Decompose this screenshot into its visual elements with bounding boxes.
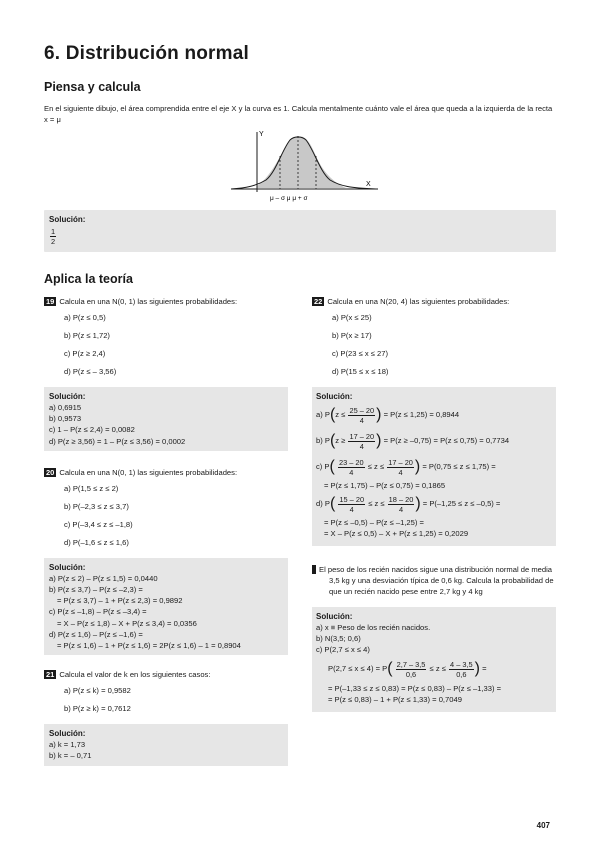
solution-box-22: Solución: a) P(z ≤ $\frac{25 - 20}{4}$ ) = P(z ≤ 1,25) = 0,8944 b) P(z ≥ $\frac{17 - 20}{4}$ ) = P(z ≥ –0,75) = P(z ≤ 0,75) = 0,7734 c) P( $\frac{23 - 20}{4}$ ≤ z ≤ $\frac{17 - 20}{4}$ ) = P(0,75 ≤ z ≤ 1,75) = = P(z ≤ 1,75) – P(z ≤ 0,75) = 0,1865 d) P( $\frac{15 - 20}{4}$ ≤ z ≤ $\frac{18 - 20}{4}$ ) = P(–1,25 ≤ z ≤ –0,5) = = P(z ≤ –0,5) – P(z ≤ –1,25) = = X – P(z ≤ 0,5) – X + P(z ≤ 1,25) = 0,2029 (312, 387, 556, 546)
tick-labels: μ – σ μ μ + σ (270, 195, 308, 202)
fraction-one-half: $\frac{1}{2}$ (51, 227, 56, 246)
intro-text: En el siguiente dibujo, el área comprendida entre el eje X y la curva es 1. Calcula mentalmente cuánto vale el área que queda a la izquierda de la recta x = μ (44, 104, 553, 124)
y-axis-label: Y (259, 131, 264, 138)
exercise-22-statement: 22 Calcula en una N(20, 4) las siguientes probabilidades: (314, 297, 510, 306)
exercise-20-statement: 20 Calcula en una N(0, 1) las siguientes probabilidades: (46, 467, 238, 477)
right-column (297, 296, 556, 712)
left-column (44, 296, 288, 766)
ex22-sol-d: d) P( $\frac{15 - 20}{4}$ ≤ z ≤ $\frac{18 - 20}{4}$ ) = P(–1,25 ≤ z ≤ –0,5) = (316, 494, 501, 514)
exercise-19-items: a) P(z ≤ 0,5) b) P(z ≤ 1,72) c) P(z ≥ 2,4) d) P(z ≤ – 3,56) (64, 313, 117, 376)
solution-box-20: Solución: a) P(z ≤ 2) – P(z ≤ 1,5) = 0,0440 b) P(z ≤ 3,7) – P(z ≤ –2,3) = = P(z ≤ 3,7) – 1 + P(z ≤ 2,3) = 0,9892 c) P(z ≤ –1,8) – P(z ≤ –3,4) = = X – P(z ≤ 1,8) – X + P(z ≤ 3,4) = 0,0356 d) P(z ≤ 1,6) – P(z ≤ –1,6) = = P(z ≤ 1,6) – 1 + P(z ≤ 1,6) = 2P(z ≤ 1,6) – 1 = 0,8904 (44, 558, 288, 655)
exercise-20-items: a) P(1,5 ≤ z ≤ 2) b) P(–2,3 ≤ z ≤ 3,7) c) P(–3,4 ≤ z ≤ –1,8) d) P(–1,6 ≤ z ≤ 1,6) (64, 483, 133, 547)
ex22-sol-a: a) P(z ≤ $\frac{25 - 20}{4}$ ) = P(z ≤ 1,25) = 0,8944 (316, 405, 460, 425)
ex22-sol-c: c) P( $\frac{23 - 20}{4}$ ≤ z ≤ $\frac{17 - 20}{4}$ ) = P(0,75 ≤ z ≤ 1,75) = (316, 457, 496, 477)
exercise-21-items: a) P(z ≤ k) = 0,9582 b) P(z ≥ k) = 0,7612 (64, 686, 131, 714)
section-heading-piensa: Piensa y calcula (44, 80, 141, 94)
normal-curve-figure (226, 128, 386, 208)
page-number: 407 (536, 821, 550, 830)
ex23-sol-c-expr: P(2,7 ≤ x ≤ 4) = P( $\frac{2,7 - 3,5}{0,6}$ ≤ z ≤ $\frac{4 - 3,5}{0,6}$ ) = (328, 659, 487, 679)
solution-box-23: Solución: a) x ≡ Peso de los recién nacidos. b) N(3,5; 0,6) c) P(2,7 ≤ x ≤ 4) P(2,7 ≤ x ≤ 4) = P( $\frac{2,7 - 3,5}{0,6}$ ≤ z ≤ $\frac{4 - 3,5}{0,6}$ ) = = P(–1,33 ≤ z ≤ 0,83) = P(z ≤ 0,83) – P(z ≤ –1,33) = = P(z ≤ 0,83) – 1 + P(z ≤ 1,33) = 0,7049 (312, 607, 556, 712)
exercise-22-items: a) P(x ≤ 25) b) P(x ≥ 17) c) P(23 ≤ x ≤ 27) d) P(15 ≤ x ≤ 18) (332, 313, 389, 376)
solution-box-21: Solución: a) k = 1,73 b) k = – 0,71 (44, 724, 288, 765)
area-under-curve (257, 136, 346, 188)
solution-box-piensa (44, 210, 556, 252)
solution-label: Solución: (49, 215, 86, 224)
page-title: 6. Distribución normal (44, 43, 249, 64)
exercise-23-statement: 23 El peso de los recién nacidos sigue una distribución normal de media 3,5 kg y una desviación típica de 0,6 kg. Calcula la probabilidad de que un recién nacido pese entre 2,7 kg y 4 kg (297, 564, 554, 596)
exercise-21-statement: 21 Calcula el valor de k en los siguientes casos: (46, 670, 211, 680)
x-axis-label: X (366, 181, 371, 188)
section-heading-aplica: Aplica la teoría (44, 272, 133, 286)
ex22-sol-b: b) P(z ≥ $\frac{17 - 20}{4}$ ) = P(z ≥ –0,75) = P(z ≤ 0,75) = 0,7734 (316, 431, 510, 451)
exercise-19-statement: 19 Calcula en una N(0, 1) las siguientes probabilidades: (46, 297, 238, 306)
solution-box-19: Solución: a) 0,6915 b) 0,9573 c) 1 – P(z ≤ 2,4) = 0,0082 d) P(z ≥ 3,56) = 1 – P(z ≤ 3,56) = 0,0002 (44, 387, 288, 451)
